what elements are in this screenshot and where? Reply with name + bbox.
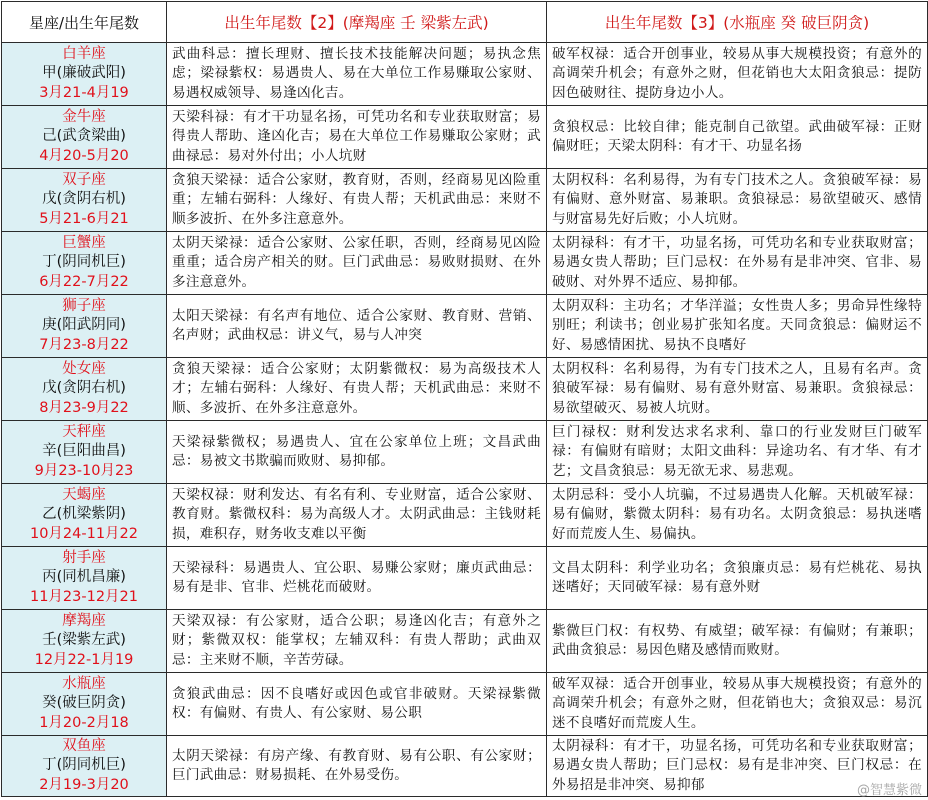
sign-stars: 丁(阴同机巨): [42, 254, 126, 271]
table-row: [2, 232, 928, 295]
year-3-cell: 紫微巨门权：有权势、有威望；破军禄：有偏财；有兼职；武曲贪狼忌：易因色赌及感情而败财。: [547, 610, 928, 673]
table-row: [2, 484, 928, 547]
sign-cell: [2, 232, 167, 295]
sign-dates: 9月23-10月23: [34, 462, 134, 479]
header-sign-column: 星座/出生年尾数: [2, 2, 167, 43]
sign-cell: [2, 295, 167, 358]
header-year-3-column: 出生年尾数【3】(水瓶座 癸 破巨阴贪): [547, 2, 928, 43]
year-2-cell: 贪狼天梁禄：适合公家财；太阴紫微权：易为高级技术人才；左辅右弼科：人缘好、有贵人帮；天机武曲忌：来财不顺、多波折、在外多注意意外。: [167, 358, 547, 421]
year-2-cell: 贪狼武曲忌：因不良嗜好或因色或官非破财。天梁禄紫微权：有偏财、有贵人、有公家财、易公职: [167, 673, 547, 736]
sign-cell: [2, 547, 167, 610]
header-row: [2, 2, 928, 43]
sign-name: 金牛座: [62, 108, 106, 125]
year-2-cell: 太阴天梁禄：有房产缘、有教育财、易有公职、有公家财；巨门武曲忌：财易损耗、在外易受伤。: [167, 736, 547, 797]
sign-cell: [2, 736, 167, 797]
sign-cell: [2, 106, 167, 169]
year-2-cell: 太阴天梁禄：适合公家财、公家任职，否则，经商易见凶险重重；适合房产相关的财。巨门武曲忌：易败财损财、在外多注意意外。: [167, 232, 547, 295]
year-2-cell: 天梁权禄：财利发达、有名有利、专业财富，适合公家财、教育财。紫微权科：易为高级人才。太阴武曲忌：主钱财耗损，难积存，财务收支难以平衡: [167, 484, 547, 547]
fortune-table: [1, 1, 928, 797]
sign-stars: 癸(破巨阴贪): [42, 695, 126, 712]
year-2-cell: 贪狼天梁禄：适合公家财，教育财，否则，经商易见凶险重重；左辅右弼科：人缘好、有贵人帮；天机武曲忌：来财不顺多波折、在外多注意意外。: [167, 169, 547, 232]
year-3-cell: 文昌太阴科：利学业功名；贪狼廉贞忌：易有烂桃花、易执迷嗜好；天同破军禄：易有意外财: [547, 547, 928, 610]
sign-cell: [2, 610, 167, 673]
watermark: @智慧紫微: [856, 783, 922, 798]
sign-stars: 壬(梁紫左武): [42, 632, 126, 649]
sign-name: 处女座: [62, 360, 106, 377]
sign-stars: 庚(阳武阴同): [42, 317, 126, 334]
year-3-cell: 太阴禄科：有才干，功显名扬，可凭功名和专业获取财富；易遇女贵人帮助；巨门忌权：易有是非冲突、巨门权忌：在外易招是非冲突、易抑郁: [547, 736, 928, 797]
sign-dates: 8月23-9月22: [39, 399, 129, 416]
year-3-cell: 太阴权科：名利易得，为有专门技术之人，且易有名声。贪狼破军禄：易有偏财、易有意外财富、易兼职。贪狼禄忌：易欲望破灭、易被人坑财。: [547, 358, 928, 421]
sign-name: 狮子座: [62, 297, 106, 314]
sign-cell: [2, 169, 167, 232]
sign-stars: 甲(廉破武阳): [42, 65, 126, 82]
sign-dates: 6月22-7月22: [39, 273, 129, 290]
sign-dates: 1月20-2月18: [39, 714, 129, 731]
sign-dates: 10月24-11月22: [29, 525, 139, 542]
table-row: [2, 673, 928, 736]
sign-stars: 戊(贪阴右机): [42, 380, 126, 397]
year-3-cell: 破军权禄：适合开创事业，较易从事大规模投资；有意外的高调荣升机会；有意外之财，但花销也大太阳贪狼忌：提防因色破财往、提防身边小人。: [547, 43, 928, 106]
sign-stars: 乙(机梁紫阴): [42, 506, 126, 523]
sign-dates: 11月23-12月21: [29, 588, 139, 605]
sign-stars: 戊(贪阴右机): [42, 191, 126, 208]
sign-cell: [2, 43, 167, 106]
sign-name: 天蝎座: [62, 486, 106, 503]
sign-stars: 己(武贪梁曲): [42, 128, 126, 145]
year-2-cell: 天梁禄科：易遇贵人、宜公职、易赚公家财；廉贞武曲忌：易有是非、官非、烂桃花而破财。: [167, 547, 547, 610]
year-2-cell: 太阳天梁禄：有名声有地位、适合公家财、教育财、营销、名声财；武曲权忌：讲义气，易与人冲突: [167, 295, 547, 358]
sign-dates: 5月21-6月21: [39, 210, 129, 227]
table-row: [2, 106, 928, 169]
sign-name: 摩羯座: [62, 612, 106, 629]
table-row: [2, 610, 928, 673]
sign-dates: 7月23-8月22: [39, 336, 129, 353]
sign-name: 双鱼座: [62, 737, 106, 754]
table-row: [2, 736, 928, 797]
table-row: [2, 421, 928, 484]
table-body: [2, 43, 928, 797]
sign-dates: 3月21-4月19: [39, 84, 129, 101]
year-3-cell: 太阴双科：主功名；才华洋溢；女性贵人多；男命异性缘特别旺；利读书；创业易扩张知名度。天同贪狼忌：偏财运不好、易感情困扰、易执不良嗜好: [547, 295, 928, 358]
sign-name: 白羊座: [62, 45, 106, 62]
table-row: [2, 547, 928, 610]
table-row: [2, 295, 928, 358]
sign-cell: [2, 484, 167, 547]
sign-dates: 2月19-3月20: [39, 776, 129, 793]
sign-name: 水瓶座: [62, 675, 106, 692]
year-3-cell: 巨门禄权：财利发达求名求利、靠口的行业发财巨门破军禄：有偏财有暗财；太阳文曲科：异途功名、有才华、有才艺；文昌贪狼忌：易无欲无求、易悲观。: [547, 421, 928, 484]
table-row: [2, 43, 928, 106]
year-3-cell: 太阴忌科：受小人坑骗，不过易遇贵人化解。天机破军禄：易有偏财，紫微太阴科：易有功名。太阴贪狼忌：易执迷嗜好而荒废人生、易偏执。: [547, 484, 928, 547]
sign-name: 射手座: [62, 549, 106, 566]
sign-name: 天秤座: [62, 423, 106, 440]
year-2-cell: 天梁双禄：有公家财，适合公职；易逢凶化吉；有意外之财；紫微双权：能掌权；左辅双科：有贵人帮助；武曲双忌：主来财不顺，辛苦劳碌。: [167, 610, 547, 673]
sign-cell: [2, 421, 167, 484]
sign-stars: 辛(巨阳曲昌): [42, 443, 126, 460]
sign-name: 巨蟹座: [62, 234, 106, 251]
year-2-cell: 天梁禄紫微权；易遇贵人、宜在公家单位上班；文昌武曲忌：易被文书欺骗而败财、易抑郁。: [167, 421, 547, 484]
sign-name: 双子座: [62, 171, 106, 188]
year-2-cell: 武曲科忌：擅长理财、擅长技术技能解决问题；易执念焦虑；梁禄紫权：易遇贵人、易在大单位工作易赚取公家财、易遇权威领导、易逢凶化吉。: [167, 43, 547, 106]
year-3-cell: 太阴权科：名利易得，为有专门技术之人。贪狼破军禄：易有偏财、意外财富、易兼职。贪狼禄忌：易欲望破灭、感情与财富易先好后败；小人坑财。: [547, 169, 928, 232]
table-row: [2, 169, 928, 232]
sign-cell: [2, 673, 167, 736]
sign-dates: 4月20-5月20: [39, 147, 129, 164]
year-3-cell: 贪狼权忌：比较自律；能克制自己欲望。武曲破军禄：正财偏财旺；天梁太阴科：有才干、功显名扬: [547, 106, 928, 169]
year-3-cell: 太阴禄科：有才干，功显名扬，可凭功名和专业获取财富；易遇女贵人帮助；巨门忌权：在外易有是非冲突、官非、易破财、对外界不适应、易抑郁。: [547, 232, 928, 295]
table-row: [2, 358, 928, 421]
year-2-cell: 天梁科禄：有才干功显名扬，可凭功名和专业获取财富；易得贵人帮助、逢凶化吉；易在大单位工作易赚取公家财；武曲禄忌：易对外付出；小人坑财: [167, 106, 547, 169]
year-3-cell: 破军双禄：适合开创事业，较易从事大规模投资；有意外的高调荣升机会；有意外之财，但花销也大；贪狼双忌：易沉迷不良嗜好而荒废人生。: [547, 673, 928, 736]
sign-stars: 丁(阴同机巨): [42, 757, 126, 774]
sign-stars: 丙(同机昌廉): [42, 569, 126, 586]
header-year-2-column: 出生年尾数【2】(摩羯座 壬 梁紫左武): [167, 2, 547, 43]
sign-cell: [2, 358, 167, 421]
sign-dates: 12月22-1月19: [34, 651, 134, 668]
